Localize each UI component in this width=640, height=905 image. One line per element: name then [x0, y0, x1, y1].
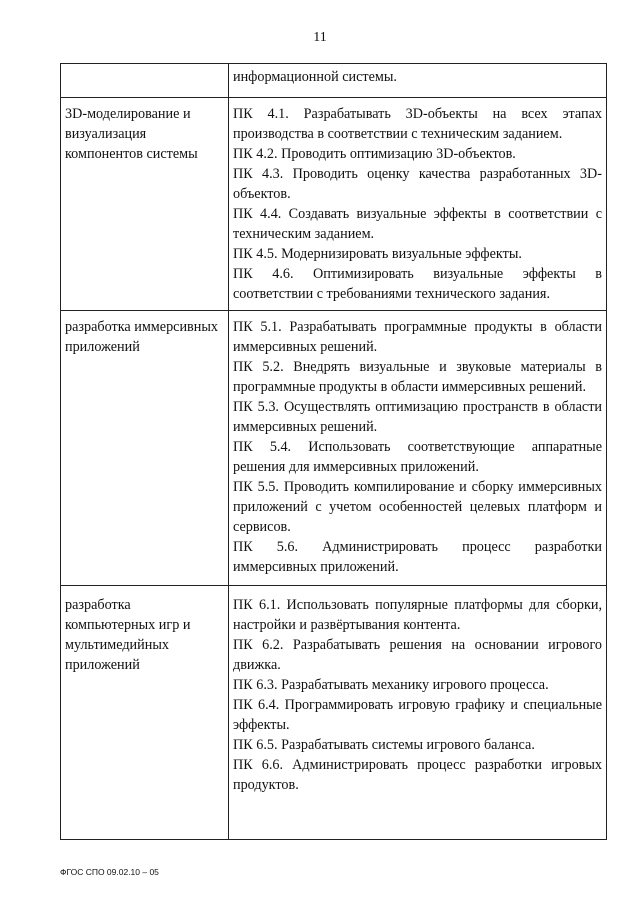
- competence-item: ПК 6.4. Программировать игровую графику и специальные эффекты.: [233, 697, 602, 733]
- competence-item: ПК 5.6. Администрировать процесс разработки иммерсивных приложений.: [233, 539, 602, 575]
- competence-table: [60, 63, 607, 840]
- competence-item: ПК 6.1. Использовать популярные платформы для сборки, настройки и развёртывания контента.: [233, 597, 602, 633]
- competence-item: ПК 4.3. Проводить оценку качества разработанных 3D-объектов.: [233, 166, 602, 202]
- page-number: 11: [313, 30, 327, 45]
- competence-item: информационной системы.: [233, 69, 397, 85]
- activity-cell: разработка компьютерных игр и мультимедийных приложений: [61, 586, 229, 840]
- activity-cell: 3D-моделирование и визуализация компонентов системы: [61, 98, 229, 311]
- competence-item: ПК 4.2. Проводить оптимизацию 3D-объектов.: [233, 146, 516, 162]
- competence-item: ПК 5.4. Использовать соответствующие аппаратные решения для иммерсивных приложений.: [233, 439, 602, 475]
- competencies-cell: [229, 311, 607, 586]
- table-row: [61, 586, 607, 840]
- competence-item: ПК 6.5. Разрабатывать системы игрового баланса.: [233, 737, 535, 753]
- table-row: [61, 311, 607, 586]
- competence-item: ПК 4.5. Модернизировать визуальные эффекты.: [233, 246, 522, 262]
- competence-item: ПК 5.1. Разрабатывать программные продукты в области иммерсивных решений.: [233, 319, 602, 355]
- table-row: [61, 98, 607, 311]
- competencies-cell: [229, 64, 607, 98]
- competence-item: ПК 4.4. Создавать визуальные эффекты в соответствии с техническим заданием.: [233, 206, 602, 242]
- competence-item: ПК 5.5. Проводить компилирование и сборку иммерсивных приложений с учетом особенностей целевых платформ и сервисов.: [233, 479, 602, 535]
- activity-cell: разработка иммерсивных приложений: [61, 311, 229, 586]
- competence-item: ПК 4.1. Разрабатывать 3D-объекты на всех этапах производства в соответствии с техническим заданием.: [233, 106, 602, 142]
- competencies-cell: [229, 98, 607, 311]
- activity-cell: [61, 64, 229, 98]
- competence-item: ПК 6.3. Разрабатывать механику игрового процесса.: [233, 677, 549, 693]
- table-row: [61, 64, 607, 98]
- document-footer: ФГОС СПО 09.02.10 – 05: [60, 867, 159, 877]
- competencies-cell: [229, 586, 607, 840]
- competence-item: ПК 4.6. Оптимизировать визуальные эффекты в соответствии с требованиями технического задания.: [233, 266, 602, 302]
- competence-item: ПК 5.2. Внедрять визуальные и звуковые материалы в программные продукты в области иммерсивных решений.: [233, 359, 602, 395]
- competence-item: ПК 6.2. Разрабатывать решения на основании игрового движка.: [233, 637, 602, 673]
- competence-item: ПК 5.3. Осуществлять оптимизацию пространств в области иммерсивных решений.: [233, 399, 602, 435]
- competence-item: ПК 6.6. Администрировать процесс разработки игровых продуктов.: [233, 757, 602, 793]
